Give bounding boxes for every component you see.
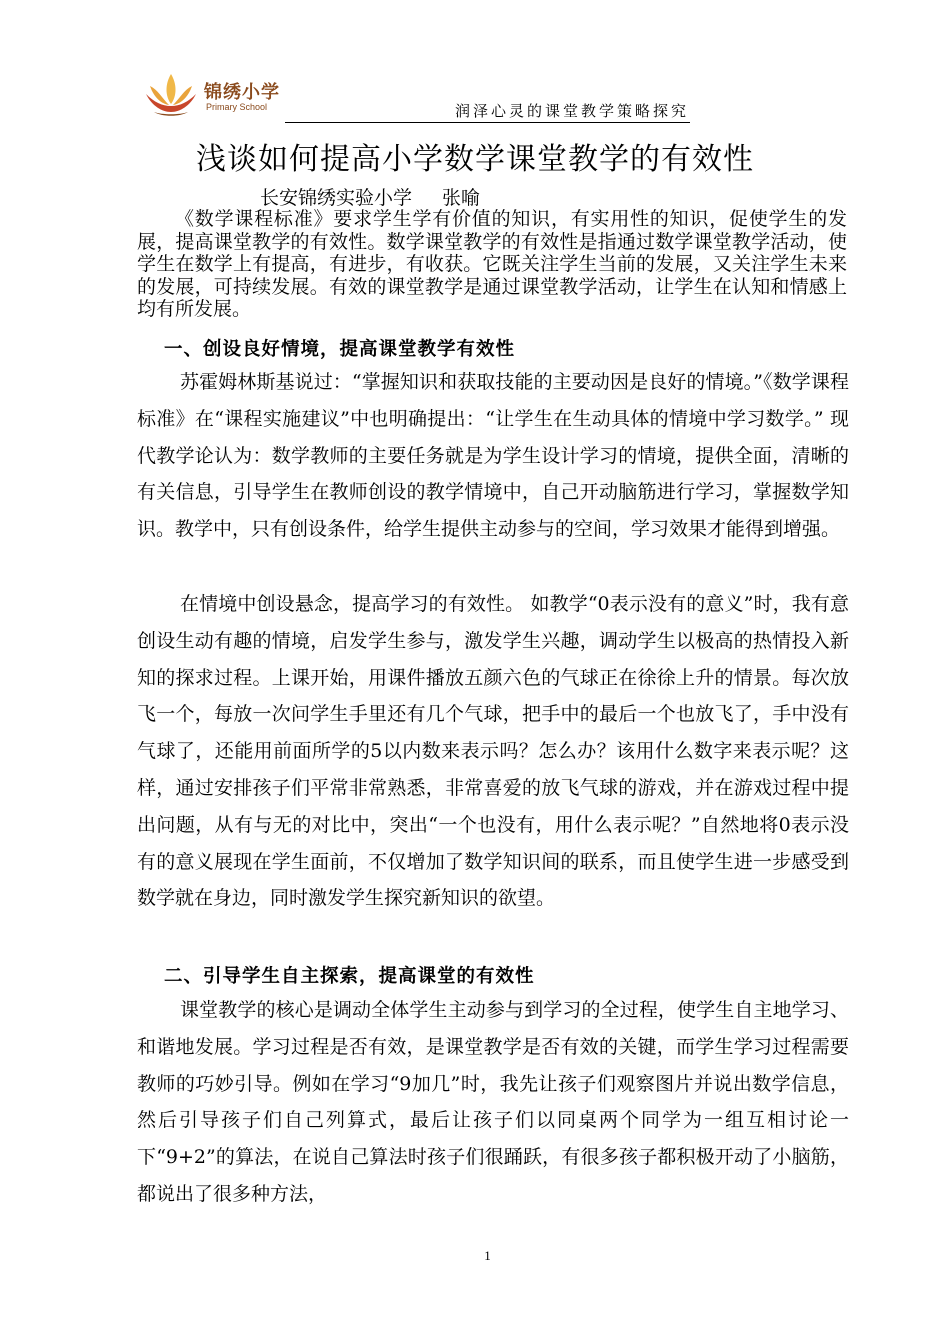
section-2-paragraph-1: 课堂教学的核心是调动全体学生主动参与到学习的全过程，使学生自主地学习、和谐地发展。学习过程是否有效，是课堂教学是否有效的关键，而学生学习过程需要教师的巧妙引导。例如在学习“9加几”时，我先让孩子们观察图片并说出数学信息，然后引导孩子们自己列算式，最后让孩子们以同桌两个同学为一组互相讨论一下“9+2”的算法，在说自己算法时孩子们很踊跃，有很多孩子都积极开动了小脑筋，都说出了很多种方法， bbox=[137, 999, 849, 1205]
logo-english-name: Primary School bbox=[206, 102, 268, 112]
running-header: 润泽心灵的课堂教学策略探究 bbox=[455, 102, 690, 120]
section-1-heading: 一、创设良好情境，提高课堂教学有效性 bbox=[164, 339, 516, 360]
author-line bbox=[260, 183, 480, 210]
section-1-paragraph-2: 在情境中创设悬念，提高学习的有效性。 如教学“0表示没有的意义”时，我有意创设生动有趣的情境，启发学生参与，激发学生兴趣，调动学生以极高的热情投入新知的探求过程。上课开始，用课件播放五颜六色的气球正在徐徐上升的情景。每次放飞一个，每放一次问学生手里还有几个气球，把手中的最后一个也放飞了，手中没有气球了，还能用前面所学的5以内数来表示吗？怎么办？该用什么数字来表示呢？这样，通过安排孩子们平常非常熟悉，非常喜爱的放飞气球的游戏，并在游戏过程中提出问题，从有与无的对比中，突出“一个也没有，用什么表示呢？”自然地将0表示没有的意义展现在学生面前，不仅增加了数学知识间的联系，而且使学生进一步感受到数学就在身边，同时激发学生探究新知识的欲望。 bbox=[137, 593, 849, 910]
section-1-paragraph-1: 苏霍姆林斯基说过：“掌握知识和获取技能的主要动因是良好的情境。”《数学课程标准》在“课程实施建议”中也明确提出：“让学生在生动具体的情境中学习数学。” 现代教学论认为：数学教师的主要任务就是为学生设计学习的情境，提供全面，清晰的有关信息，引导学生在教师创设的教学情境中，自己开动脑筋进行学习，掌握数学知识。教学中，只有创设条件，给学生提供主动参与的空间，学习效果才能得到增强。 bbox=[137, 371, 849, 541]
school-logo bbox=[140, 72, 290, 122]
lotus-logo-icon bbox=[140, 72, 202, 118]
intro-paragraph: 《数学课程标准》要求学生学有价值的知识，有实用性的知识，促使学生的发展，提高课堂教学的有效性。数学课堂教学的有效性是指通过数学课堂教学活动，使学生在数学上有提高，有进步，有收获。它既关注学生当前的发展，又关注学生未来的发展，可持续发展。有效的课堂教学是通过课堂教学活动，让学生在认知和情感上均有所发展。 bbox=[137, 208, 847, 321]
author-name: 张喻 bbox=[442, 187, 481, 209]
document-title: 浅谈如何提高小学数学课堂教学的有效性 bbox=[196, 142, 754, 177]
logo-chinese-name: 锦绣小学 bbox=[204, 82, 280, 103]
header-divider bbox=[285, 122, 690, 123]
page-number: 1 bbox=[484, 1248, 491, 1263]
school-name: 长安锦绣实验小学 bbox=[260, 187, 413, 209]
section-2-heading: 二、引导学生自主探索，提高课堂的有效性 bbox=[164, 966, 535, 987]
